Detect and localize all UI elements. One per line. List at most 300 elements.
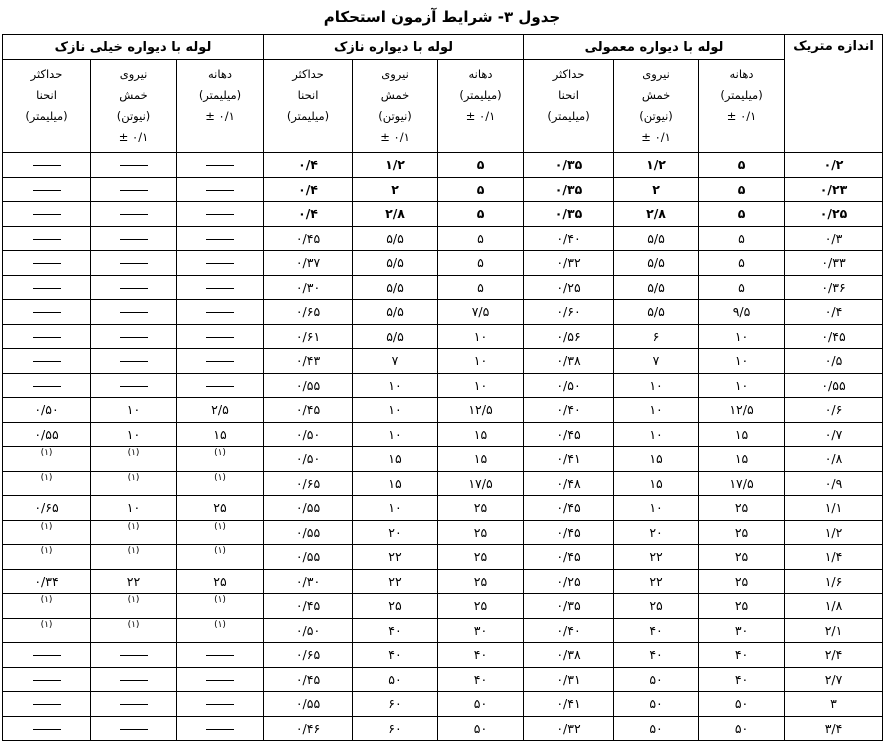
table-cell: ۲۵	[699, 594, 785, 619]
sub-header-force	[614, 60, 699, 153]
sub-header-line: خمش	[641, 88, 671, 102]
table-cell: ۰/۵۰	[264, 447, 353, 472]
table-cell: ۵	[438, 153, 524, 178]
table-row	[3, 177, 883, 202]
table-cell: ۱۰	[91, 422, 177, 447]
table-cell: ۱۰	[614, 373, 699, 398]
sub-header-line: ۰/۱ ±	[205, 109, 235, 123]
table-cell: ۱۰	[91, 496, 177, 521]
table-row	[3, 545, 883, 570]
table-cell: (۱)	[177, 545, 264, 570]
table-cell: (۱)	[3, 618, 91, 643]
table-row	[3, 716, 883, 741]
dash-line	[120, 337, 148, 338]
table-cell: ۱۰	[353, 398, 438, 423]
cell-size: ۱/۴	[785, 545, 883, 570]
dash-line	[206, 214, 234, 215]
table-cell: ۱۵	[353, 471, 438, 496]
sub-header-span	[438, 60, 524, 153]
table-cell: ۴۰	[699, 667, 785, 692]
table-cell: ۰/۵۵	[264, 520, 353, 545]
cell-size: ۰/۲۵	[785, 202, 883, 227]
table-cell: ۰/۴۵	[264, 398, 353, 423]
table-cell: ۰/۳۵	[524, 202, 614, 227]
sub-header-line: (میلیمتر)	[25, 109, 68, 123]
cell-size: ۱/۱	[785, 496, 883, 521]
table-cell	[3, 373, 91, 398]
table-cell: ۵	[699, 177, 785, 202]
table-row	[3, 643, 883, 668]
table-cell	[91, 643, 177, 668]
table-row	[3, 398, 883, 423]
table-cell: ۰/۴۵	[524, 496, 614, 521]
table-row	[3, 373, 883, 398]
table-row	[3, 202, 883, 227]
table-cell: ۵۰	[614, 667, 699, 692]
table-cell: ۰/۵۰	[524, 373, 614, 398]
table-cell: ۵۰	[699, 692, 785, 717]
cell-size: ۳/۴	[785, 716, 883, 741]
table-cell: ۰/۵۰	[3, 398, 91, 423]
dash-line	[206, 165, 234, 166]
cell-size: ۰/۲	[785, 153, 883, 178]
table-cell	[177, 716, 264, 741]
table-cell: (۱)	[177, 471, 264, 496]
sub-header-line: (نیوتن)	[639, 109, 673, 123]
dash-line	[120, 361, 148, 362]
table-cell: ۰/۴۰	[524, 618, 614, 643]
dash-line	[206, 386, 234, 387]
table-cell	[91, 202, 177, 227]
table-cell	[3, 667, 91, 692]
table-cell: ۵	[438, 177, 524, 202]
table-cell: ۴۰	[438, 667, 524, 692]
sub-header-line: حداکثر	[292, 67, 324, 81]
table-cell	[91, 177, 177, 202]
table-cell: ۰/۴۸	[524, 471, 614, 496]
table-cell: ۱۰	[91, 398, 177, 423]
table-cell	[177, 373, 264, 398]
table-cell: ۴۰	[614, 643, 699, 668]
table-cell: ۲۵	[699, 569, 785, 594]
sub-header-line: ۰/۱ ±	[118, 130, 149, 144]
table-cell: ۲۰	[353, 520, 438, 545]
dash-line	[33, 165, 61, 166]
dash-line	[206, 263, 234, 264]
cell-size: ۰/۳	[785, 226, 883, 251]
table-cell	[177, 177, 264, 202]
table-cell: ۱۵	[353, 447, 438, 472]
table-cell: ۰/۳۷	[264, 251, 353, 276]
table-cell: ۷	[614, 349, 699, 374]
table-cell	[91, 716, 177, 741]
table-cell	[3, 643, 91, 668]
table-cell: ۰/۵۵	[264, 373, 353, 398]
table-cell: (۱)	[3, 545, 91, 570]
table-cell: ۶	[614, 324, 699, 349]
dash-line	[33, 729, 61, 730]
table-cell: ۰/۴۵	[524, 545, 614, 570]
sub-header-line: ۰/۱ ±	[465, 109, 496, 123]
sub-header-span	[699, 60, 785, 153]
table-cell: (۱)	[177, 520, 264, 545]
table-cell: ۰/۴۱	[524, 692, 614, 717]
table-cell: (۱)	[91, 520, 177, 545]
sub-header-max-deflection	[524, 60, 614, 153]
table-cell: ۰/۶۱	[264, 324, 353, 349]
table-cell: ۰/۳۸	[524, 643, 614, 668]
sub-header-line: (میلیمتر)	[720, 88, 763, 102]
dash-line	[33, 312, 61, 313]
sub-header-line: ۰/۱ ±	[726, 109, 757, 123]
table-cell: ۷/۵	[438, 300, 524, 325]
table-cell: ۰/۴۵	[524, 422, 614, 447]
table-cell: ۵	[699, 153, 785, 178]
sub-header-line: خمش	[119, 88, 148, 102]
table-row	[3, 324, 883, 349]
table-cell: ۵	[699, 275, 785, 300]
table-cell: ۲۵	[699, 520, 785, 545]
table-cell	[177, 667, 264, 692]
sub-header-line: (میلیمتر)	[459, 88, 502, 102]
table-cell	[177, 692, 264, 717]
table-cell: (۱)	[91, 471, 177, 496]
table-cell: ۷	[353, 349, 438, 374]
table-row	[3, 226, 883, 251]
sub-header-line: نیروی	[119, 67, 148, 81]
table-cell: (۱)	[91, 618, 177, 643]
table-cell: ۰/۴۵	[524, 520, 614, 545]
sub-header-line: ۰/۱ ±	[641, 130, 671, 144]
strength-test-table	[2, 34, 883, 741]
table-cell	[3, 692, 91, 717]
header-group-very-thin: لوله با دیواره خیلی نازک	[3, 35, 264, 60]
table-cell: ۰/۶۵	[264, 471, 353, 496]
table-cell: ۰/۵۰	[264, 422, 353, 447]
table-cell: ۱۰	[614, 398, 699, 423]
table-cell	[91, 324, 177, 349]
table-cell: ۵/۵	[353, 251, 438, 276]
table-cell: ۵۰	[438, 716, 524, 741]
table-cell: ۱/۲	[614, 153, 699, 178]
table-cell	[3, 349, 91, 374]
sub-header-line: (میلیمتر)	[547, 109, 590, 123]
table-cell	[91, 349, 177, 374]
table-cell: ۰/۳۸	[524, 349, 614, 374]
table-cell	[3, 153, 91, 178]
sub-header-line: نیروی	[642, 67, 670, 81]
table-cell: ۰/۳۱	[524, 667, 614, 692]
cell-size: ۱/۶	[785, 569, 883, 594]
sub-header-line: انحنا	[297, 88, 319, 102]
table-cell: ۲۵	[614, 594, 699, 619]
sub-header-line: انحنا	[558, 88, 579, 102]
cell-size: ۰/۸	[785, 447, 883, 472]
table-cell	[177, 643, 264, 668]
table-cell: ۵/۵	[614, 275, 699, 300]
table-cell: ۲۵	[177, 496, 264, 521]
sub-header-line: خمش	[380, 88, 410, 102]
dash-line	[120, 288, 148, 289]
table-row	[3, 422, 883, 447]
table-cell: ۲۵	[438, 594, 524, 619]
table-cell: ۲۲	[614, 569, 699, 594]
table-row	[3, 569, 883, 594]
table-cell	[91, 692, 177, 717]
table-cell	[177, 153, 264, 178]
table-cell	[91, 667, 177, 692]
sub-header-line: دهانه	[207, 67, 233, 81]
table-cell: ۱۰	[353, 373, 438, 398]
table-cell: ۰/۶۰	[524, 300, 614, 325]
table-cell: ۰/۵۶	[524, 324, 614, 349]
table-cell: ۵	[699, 202, 785, 227]
table-cell: ۵/۵	[353, 300, 438, 325]
table-cell: ۰/۶۵	[264, 643, 353, 668]
table-cell: ۰/۳۵	[524, 153, 614, 178]
table-cell: ۵	[438, 202, 524, 227]
sub-header-line: دهانه	[468, 67, 493, 81]
table-cell: ۱۷/۵	[699, 471, 785, 496]
dash-line	[33, 214, 61, 215]
table-cell: ۱۰	[699, 349, 785, 374]
cell-size: ۰/۹	[785, 471, 883, 496]
dash-line	[120, 386, 148, 387]
table-cell	[3, 716, 91, 741]
table-cell: ۵/۵	[614, 300, 699, 325]
header-group-thin: لوله با دیواره نازک	[264, 35, 524, 60]
table-cell: ۱۰	[438, 324, 524, 349]
sub-header-line: ۰/۱ ±	[380, 130, 410, 144]
table-cell: ۵	[699, 251, 785, 276]
table-cell: ۵۰	[438, 692, 524, 717]
table-row	[3, 667, 883, 692]
table-cell	[3, 300, 91, 325]
table-cell: ۳۰	[699, 618, 785, 643]
table-cell: ۲	[353, 177, 438, 202]
table-cell: ۲/۵	[177, 398, 264, 423]
sub-header-span	[177, 60, 264, 153]
cell-size: ۰/۳۶	[785, 275, 883, 300]
table-cell: ۰/۴۵	[264, 594, 353, 619]
table-cell: ۵/۵	[353, 275, 438, 300]
table-cell: ۰/۵۰	[264, 618, 353, 643]
table-cell: ۱۰	[699, 373, 785, 398]
table-cell: ۵	[438, 251, 524, 276]
table-cell: ۰/۴	[264, 202, 353, 227]
table-cell: ۶۰	[353, 716, 438, 741]
table-cell: ۰/۵۵	[264, 545, 353, 570]
dash-line	[120, 680, 148, 681]
table-row	[3, 447, 883, 472]
sub-header-line: حداکثر	[30, 67, 63, 81]
table-cell	[3, 251, 91, 276]
table-cell: ۰/۲۵	[524, 569, 614, 594]
table-cell	[177, 226, 264, 251]
table-cell: (۱)	[91, 447, 177, 472]
table-cell: ۴۰	[353, 618, 438, 643]
dash-line	[206, 239, 234, 240]
sub-header-line: (میلیمتر)	[286, 109, 330, 123]
table-cell: (۱)	[177, 447, 264, 472]
table-cell: (۱)	[91, 545, 177, 570]
table-row	[3, 275, 883, 300]
cell-size: ۰/۷	[785, 422, 883, 447]
table-cell: ۰/۴۱	[524, 447, 614, 472]
table-cell: ۲۵	[438, 569, 524, 594]
dash-line	[33, 704, 61, 705]
table-cell	[3, 202, 91, 227]
dash-line	[206, 361, 234, 362]
table-row	[3, 520, 883, 545]
table-cell: ۲۵	[699, 496, 785, 521]
table-cell: ۳۰	[438, 618, 524, 643]
table-cell: ۱۵	[177, 422, 264, 447]
table-cell: ۰/۴۰	[524, 226, 614, 251]
table-cell	[177, 251, 264, 276]
dash-line	[206, 655, 234, 656]
table-cell: ۰/۵۵	[264, 692, 353, 717]
table-cell: ۱۰	[438, 349, 524, 374]
table-cell: ۴۰	[438, 643, 524, 668]
table-cell: (۱)	[3, 471, 91, 496]
table-cell	[3, 177, 91, 202]
table-cell	[3, 275, 91, 300]
cell-size: ۱/۲	[785, 520, 883, 545]
sub-header-line: انحنا	[36, 88, 57, 102]
sub-header-max-deflection	[3, 60, 91, 153]
table-cell: ۰/۳۵	[524, 594, 614, 619]
table-cell: ۱۲/۵	[699, 398, 785, 423]
table-cell	[177, 349, 264, 374]
sub-header-line: دهانه	[729, 67, 754, 81]
table-cell: (۱)	[3, 447, 91, 472]
table-row	[3, 251, 883, 276]
cell-size: ۲/۴	[785, 643, 883, 668]
cell-size: ۰/۵۵	[785, 373, 883, 398]
table-cell	[91, 275, 177, 300]
table-cell: ۱۵	[614, 471, 699, 496]
table-row	[3, 496, 883, 521]
table-cell: ۵/۵	[353, 324, 438, 349]
header-size: اندازه متریک	[785, 35, 883, 153]
table-cell: ۰/۳۰	[264, 275, 353, 300]
table-cell: ۰/۴۵	[264, 226, 353, 251]
dash-line	[206, 337, 234, 338]
cell-size: ۲/۱	[785, 618, 883, 643]
table-cell: ۰/۴۳	[264, 349, 353, 374]
table-cell: ۰/۳۵	[524, 177, 614, 202]
dash-line	[33, 386, 61, 387]
table-title: جدول ۳- شرایط آزمون استحکام	[323, 8, 561, 26]
table-cell: ۰/۳۴	[3, 569, 91, 594]
table-cell: ۹/۵	[699, 300, 785, 325]
table-cell: ۲/۸	[614, 202, 699, 227]
dash-line	[120, 729, 148, 730]
table-cell	[177, 324, 264, 349]
table-cell	[177, 300, 264, 325]
table-cell: ۰/۳۲	[524, 716, 614, 741]
table-cell: (۱)	[3, 594, 91, 619]
sub-header-force	[353, 60, 438, 153]
sub-header-force	[91, 60, 177, 153]
table-cell: ۲۵	[438, 545, 524, 570]
table-cell: ۵/۵	[614, 226, 699, 251]
table-cell	[91, 300, 177, 325]
table-cell: ۰/۶۵	[264, 300, 353, 325]
table-row	[3, 153, 883, 178]
table-row	[3, 471, 883, 496]
table-cell	[91, 373, 177, 398]
dash-line	[206, 288, 234, 289]
sub-header-line: حداکثر	[552, 67, 585, 81]
table-cell: ۴۰	[353, 643, 438, 668]
dash-line	[33, 680, 61, 681]
dash-line	[120, 239, 148, 240]
table-cell	[91, 153, 177, 178]
sub-header-line: (نیوتن)	[116, 109, 151, 123]
cell-size: ۳	[785, 692, 883, 717]
table-cell	[177, 275, 264, 300]
table-cell: ۰/۴۵	[264, 667, 353, 692]
table-cell: ۰/۵۵	[3, 422, 91, 447]
table-cell	[177, 202, 264, 227]
table-cell: ۱۰	[353, 422, 438, 447]
cell-size: ۰/۲۳	[785, 177, 883, 202]
table-cell: ۰/۶۵	[3, 496, 91, 521]
table-cell: ۱۷/۵	[438, 471, 524, 496]
table-cell: (۱)	[3, 520, 91, 545]
cell-size: ۲/۷	[785, 667, 883, 692]
sub-header-line: نیروی	[381, 67, 409, 81]
dash-line	[33, 190, 61, 191]
header-group-normal: لوله با دیواره معمولی	[524, 35, 785, 60]
table-cell: ۱۰	[614, 496, 699, 521]
dash-line	[120, 165, 148, 166]
table-cell: ۲۵	[177, 569, 264, 594]
table-cell: ۱۲/۵	[438, 398, 524, 423]
table-cell: ۱۰	[614, 422, 699, 447]
table-cell: ۲۲	[614, 545, 699, 570]
table-cell: ۲۵	[438, 520, 524, 545]
dash-line	[206, 312, 234, 313]
cell-size: ۰/۶	[785, 398, 883, 423]
table-cell: ۱۵	[614, 447, 699, 472]
dash-line	[33, 361, 61, 362]
table-cell: ۱۵	[699, 447, 785, 472]
table-cell: ۱۰	[699, 324, 785, 349]
table-cell	[91, 251, 177, 276]
table-cell: ۵	[438, 226, 524, 251]
table-row	[3, 692, 883, 717]
table-cell: ۲۵	[438, 496, 524, 521]
table-cell: ۵۰	[614, 716, 699, 741]
table-body	[3, 153, 883, 741]
dash-line	[206, 729, 234, 730]
table-cell: ۰/۴۶	[264, 716, 353, 741]
cell-size: ۰/۴۵	[785, 324, 883, 349]
dash-line	[120, 263, 148, 264]
table-cell: ۲۲	[353, 545, 438, 570]
table-cell: ۱۵	[438, 422, 524, 447]
sub-header-line: (میلیمتر)	[198, 88, 242, 102]
table-cell: ۵/۵	[614, 251, 699, 276]
dash-line	[33, 337, 61, 338]
dash-line	[120, 214, 148, 215]
table-cell: ۰/۴۰	[524, 398, 614, 423]
table-cell: ۵۰	[614, 692, 699, 717]
table-cell: ۶۰	[353, 692, 438, 717]
